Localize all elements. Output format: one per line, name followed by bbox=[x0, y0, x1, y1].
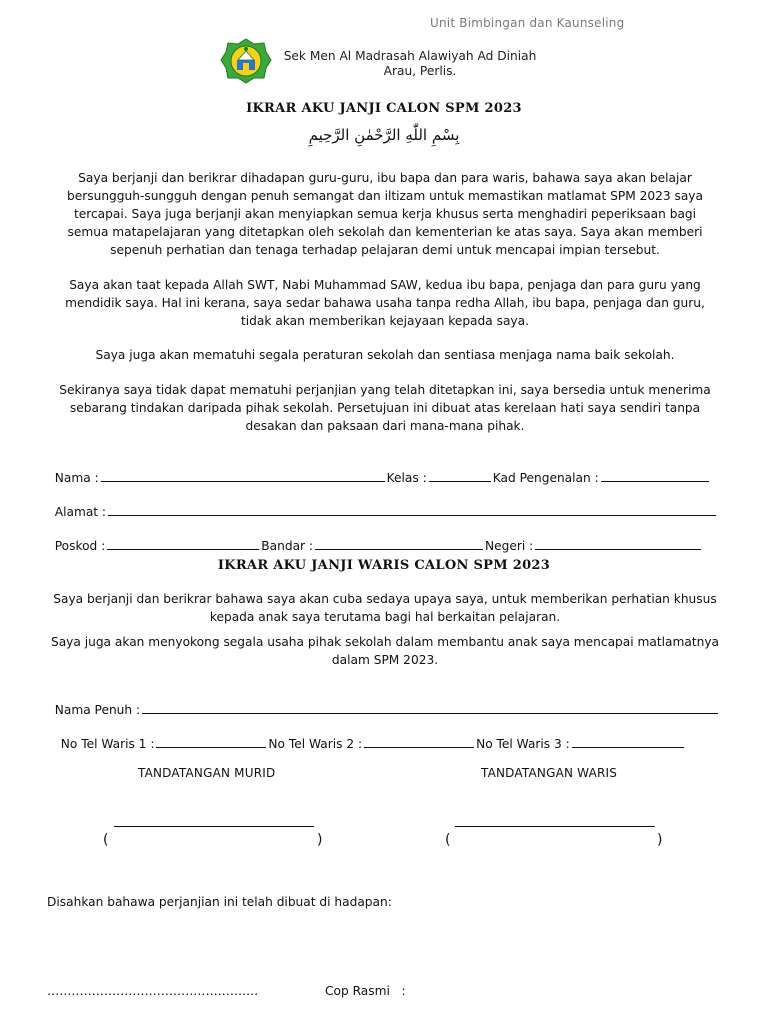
guardian-signature-line[interactable] bbox=[455, 826, 655, 827]
paragraph-line: tidak akan memberikan kejayaan kepada saya. bbox=[241, 314, 529, 328]
student-pledge-title: IKRAR AKU JANJI CALON SPM 2023 bbox=[246, 101, 522, 116]
paragraph-line: Saya juga akan mematuhi segala peraturan sekolah dan sentiasa menjaga nama baik sekolah. bbox=[95, 348, 675, 362]
bandar-field[interactable] bbox=[315, 537, 483, 550]
bandar-label: Bandar : bbox=[261, 539, 314, 553]
paragraph-line: mendidik saya. Hal ini kerana, saya sedar bahawa usaha tanpa redha Allah, ibu bapa, penjaga dan guru, bbox=[65, 296, 705, 310]
guardian-pledge-title: IKRAR AKU JANJI WARIS CALON SPM 2023 bbox=[217, 558, 551, 573]
tel-waris-1-field[interactable] bbox=[156, 735, 266, 748]
student-address-row bbox=[47, 489, 718, 519]
poskod-label: Poskod : bbox=[54, 539, 106, 553]
guardian-name-row bbox=[47, 687, 720, 717]
tel-waris-2-label: No Tel Waris 2 : bbox=[268, 737, 363, 751]
student-pledge-paragraph-4 bbox=[40, 381, 730, 435]
student-name-row bbox=[47, 455, 711, 485]
paragraph-line: semua matapelajaran yang ditetapkan oleh sekolah dan kementerian ke atas saya. Saya akan memberi bbox=[67, 225, 703, 239]
paragraph-line: kepada anak saya terutama bagi hal berkaitan pelajaran. bbox=[209, 610, 561, 624]
school-address: Arau, Perlis. bbox=[383, 64, 457, 78]
student-signature-label: TANDATANGAN MURID bbox=[138, 766, 276, 780]
paragraph-line: Saya berjanji dan berikrar bahawa saya akan cuba sedaya upaya saya, untuk memberikan perhatian khusus bbox=[53, 592, 717, 606]
guardian-open-paren: ( bbox=[445, 832, 451, 848]
kad-pengenalan-field[interactable] bbox=[601, 469, 709, 482]
official-stamp-label: Cop Rasmi : bbox=[325, 984, 406, 998]
tel-waris-1-label: No Tel Waris 1 : bbox=[60, 737, 155, 751]
kad-pengenalan-label: Kad Pengenalan : bbox=[492, 471, 599, 485]
student-pledge-paragraph-3 bbox=[40, 346, 730, 364]
paragraph-line: tercapai. Saya juga berjanji akan menyiapkan semua kerja khusus serta menghadiri peperiksaan bagi bbox=[73, 207, 697, 221]
guardian-phone-row bbox=[53, 721, 686, 751]
paragraph-line: dalam SPM 2023. bbox=[331, 653, 439, 667]
student-signature-line[interactable] bbox=[114, 826, 314, 827]
paragraph-line: Sekiranya saya tidak dapat mematuhi perjanjian yang telah ditetapkan ini, saya bersedia untuk menerima bbox=[59, 383, 711, 397]
school-name: Sek Men Al Madrasah Alawiyah Ad Diniah bbox=[283, 49, 537, 63]
alamat-label: Alamat : bbox=[54, 505, 107, 519]
paragraph-line: bersungguh-sungguh dengan penuh semangat dan iltizam untuk memastikan matlamat SPM 2023 saya bbox=[67, 189, 703, 203]
tel-waris-2-field[interactable] bbox=[364, 735, 474, 748]
student-close-paren: ) bbox=[317, 832, 323, 848]
guardian-signature-label: TANDATANGAN WARIS bbox=[481, 766, 618, 780]
guardian-pledge-paragraph-1 bbox=[40, 590, 730, 626]
witness-dotted-line[interactable]: ……………………………………………. bbox=[47, 984, 259, 998]
alamat-field[interactable] bbox=[108, 503, 716, 516]
guardian-pledge-paragraph-2 bbox=[40, 633, 730, 669]
kelas-field[interactable] bbox=[429, 469, 491, 482]
student-pledge-paragraph-2 bbox=[40, 276, 730, 330]
poskod-field[interactable] bbox=[107, 537, 259, 550]
nama-label: Nama : bbox=[54, 471, 99, 485]
paragraph-line: Saya berjanji dan berikrar dihadapan guru-guru, ibu bapa dan para waris, bahawa saya akan belajar bbox=[78, 171, 692, 185]
paragraph-line: Saya akan taat kepada Allah SWT, Nabi Muhammad SAW, kedua ibu bapa, penjaga dan para guru yang bbox=[69, 278, 701, 292]
student-pledge-paragraph-1 bbox=[40, 169, 730, 259]
paragraph-line: sebarang tindakan daripada pihak sekolah. Persetujuan ini dibuat atas kerelaan hati saya sendiri tanpa bbox=[69, 401, 701, 415]
nama-penuh-label: Nama Penuh : bbox=[54, 703, 141, 717]
nama-penuh-field[interactable] bbox=[142, 701, 718, 714]
negeri-label: Negeri : bbox=[485, 539, 534, 553]
negeri-field[interactable] bbox=[535, 537, 701, 550]
certification-text: Disahkan bahawa perjanjian ini telah dibuat di hadapan: bbox=[47, 895, 392, 909]
tel-waris-3-field[interactable] bbox=[572, 735, 684, 748]
guardian-close-paren: ) bbox=[657, 832, 663, 848]
tel-waris-3-label: No Tel Waris 3 : bbox=[476, 737, 570, 751]
paragraph-line: sepenuh perhatian dan tenaga terhadap pelajaran demi untuk mencapai impian tersebut. bbox=[110, 243, 660, 257]
paragraph-line: desakan dan paksaan dari mana-mana pihak. bbox=[245, 419, 525, 433]
student-open-paren: ( bbox=[103, 832, 109, 848]
basmalah: بِسْمِ اللّٰهِ الرَّحْمٰنِ الرَّحِيمِ bbox=[308, 126, 460, 144]
student-location-row bbox=[47, 523, 703, 553]
nama-field[interactable] bbox=[101, 469, 385, 482]
school-crest-icon bbox=[220, 38, 272, 84]
paragraph-line: Saya juga akan menyokong segala usaha pihak sekolah dalam membantu anak saya mencapai matlamatnya bbox=[50, 635, 720, 649]
kelas-label: Kelas : bbox=[386, 471, 427, 485]
unit-name: Unit Bimbingan dan Kaunseling bbox=[430, 16, 625, 30]
